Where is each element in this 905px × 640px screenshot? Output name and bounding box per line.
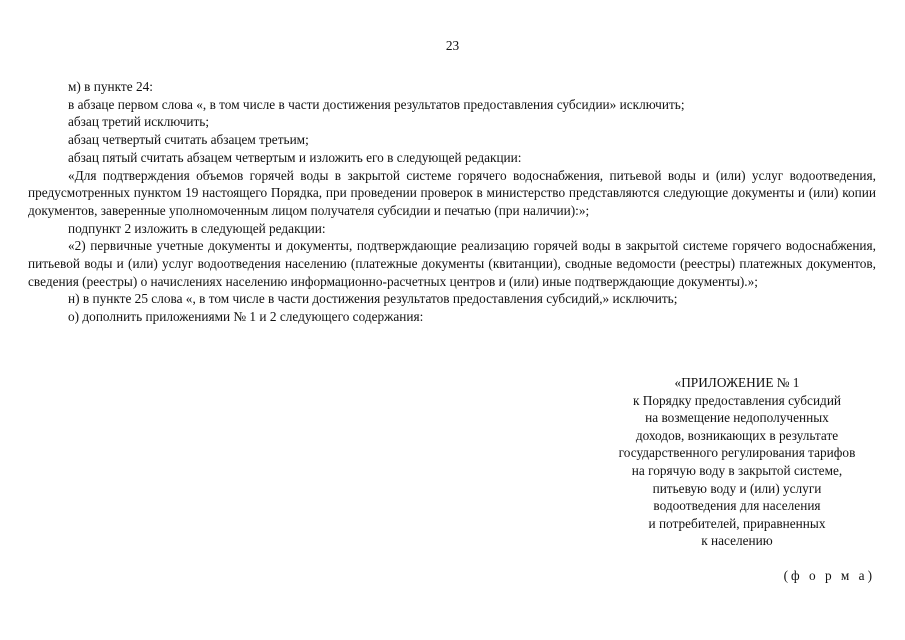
appendix-line: на горячую воду в закрытой системе, <box>631 462 843 478</box>
appendix-line: водоотведения для населения <box>653 498 821 514</box>
paragraph-new-wording-quote: «Для подтверждения объемов горячей воды в закрытой системе горячего водоснабжения, питьевой воды и (или) услуг водоотведения, предусмотренных пунктом 19 настоящего Порядка, при проведении проверок в министерство представляются следующие документы и (или) копии документов, заверенные уполномоченным лицом получателя субсидии и печатью (при наличии):»; <box>28 167 876 218</box>
paragraph-fourth-abzac: абзац четвертый считать абзацем третьим; <box>68 132 309 148</box>
paragraph-subitem-2-quote: «2) первичные учетные документы и документы, подтверждающие реализацию горячей воды в закрытой системе горячего водоснабжения, питьевой воды и (или) услуг водоотведения населению (платежные документы (квитанции), сводные ведомости (реестры) платежных документов, сведения (реестры) о начислениях населению информационно-расчетных центров и (или) иные подтверждающие документы).»; <box>28 238 876 289</box>
paragraph-fifth-abzac: абзац пятый считать абзацем четвертым и изложить его в следующей редакции: <box>68 149 522 165</box>
paragraph-first-abzac: в абзаце первом слова «, в том числе в части достижения результатов предоставления субсидии» исключить; <box>68 96 685 112</box>
appendix-line: государственного регулирования тарифов <box>618 445 856 461</box>
page-number: 23 <box>445 38 460 53</box>
appendix-line: на возмещение недополученных <box>645 410 829 426</box>
paragraph-third-abzac: абзац третий исключить; <box>68 114 210 130</box>
appendix-line: и потребителей, приравненных <box>648 515 826 531</box>
appendix-line: питьевую воду и (или) услуги <box>652 480 822 496</box>
appendix-line: к Порядку предоставления субсидий <box>632 392 842 408</box>
appendix-line: доходов, возникающих в результате <box>635 427 839 443</box>
appendix-title: «ПРИЛОЖЕНИЕ № 1 <box>674 375 800 390</box>
form-label: (ф о р м а) <box>783 568 875 583</box>
paragraph-item-n: н) в пункте 25 слова «, в том числе в части достижения результатов предоставления субсидий,» исключить; <box>68 291 678 307</box>
paragraph-item-m: м) в пункте 24: <box>68 79 153 94</box>
appendix-line: к населению <box>701 533 773 549</box>
amendment-text <box>28 78 876 326</box>
appendix-header <box>596 374 878 550</box>
paragraph-item-o: о) дополнить приложениями № 1 и 2 следующего содержания: <box>68 309 424 325</box>
paragraph-subitem-2: подпункт 2 изложить в следующей редакции: <box>68 220 326 236</box>
